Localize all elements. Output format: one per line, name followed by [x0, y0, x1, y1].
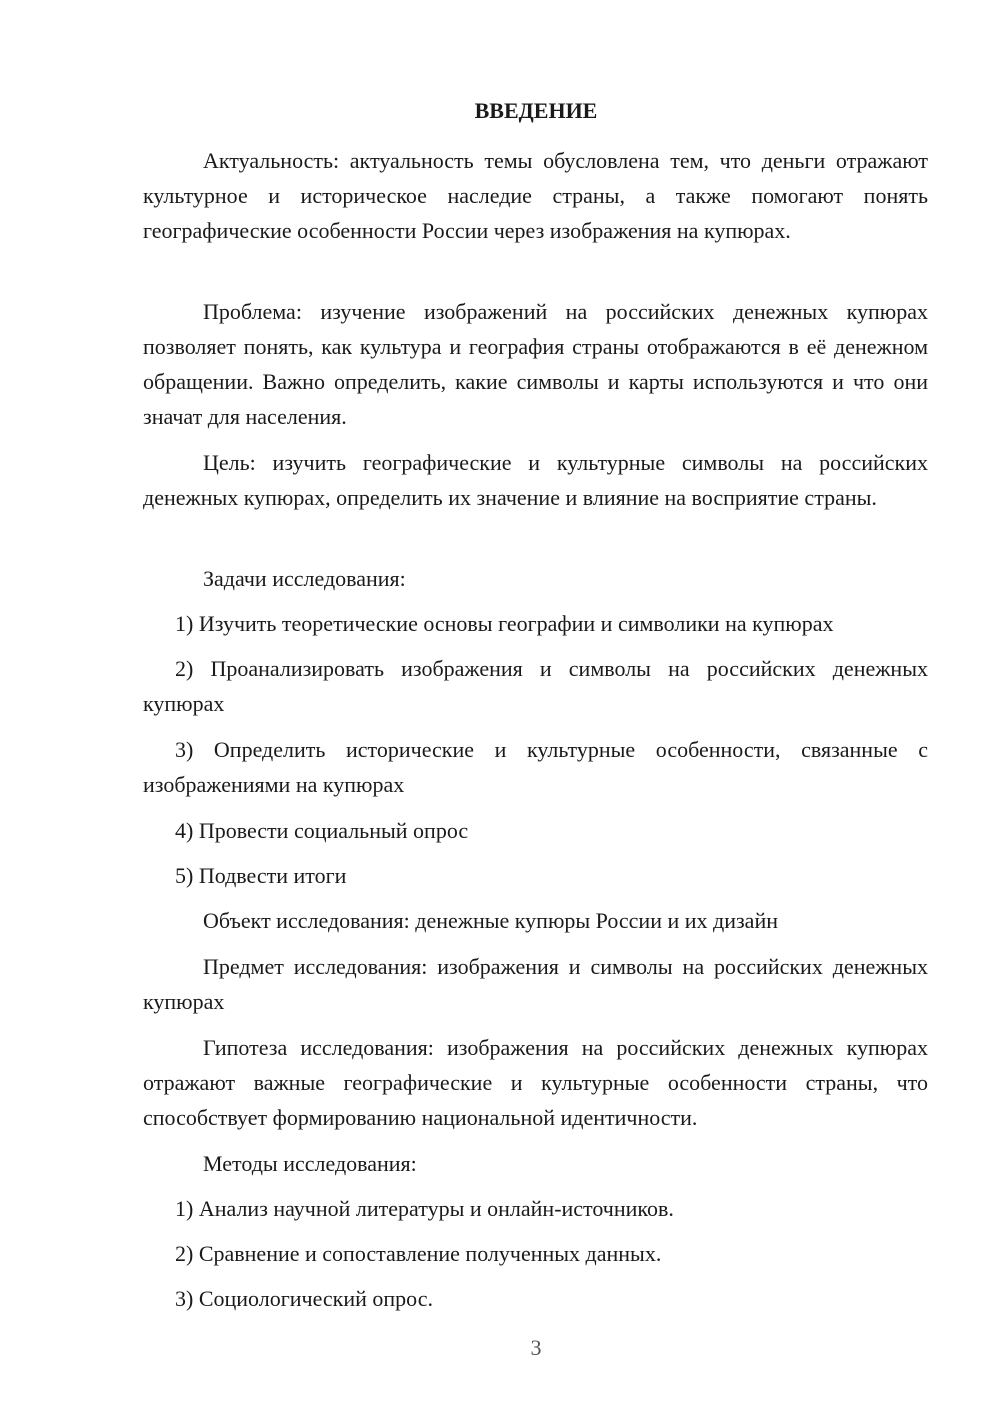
relevance-paragraph: Актуальность: актуальность темы обусловлена тем, что деньги отражают культурное и историческое наследие страны, а также помогают понять географические особенности России через изображения на купюрах.	[143, 148, 928, 243]
task-item: 1) Изучить теоретические основы географии и символики на купюрах	[175, 611, 834, 636]
task-item: 2) Проанализировать изображения и символы на российских денежных купюрах	[143, 656, 928, 716]
task-item: 3) Определить исторические и культурные особенности, связанные с изображениями на купюрах	[143, 737, 928, 797]
section-title: ВВЕДЕНИЕ	[474, 98, 598, 123]
page-number: 3	[530, 1335, 542, 1360]
task-item: 4) Провести социальный опрос	[175, 818, 469, 843]
tasks-heading: Задачи исследования:	[203, 566, 406, 591]
subject-paragraph: Предмет исследования: изображения и символы на российских денежных купюрах	[143, 954, 928, 1014]
hypothesis-paragraph: Гипотеза исследования: изображения на российских денежных купюрах отражают важные географические и культурные особенности страны, что способствует формированию национальной идентичности.	[143, 1035, 928, 1130]
task-item: 5) Подвести итоги	[175, 863, 347, 888]
method-item: 1) Анализ научной литературы и онлайн-источников.	[175, 1196, 674, 1221]
object-paragraph: Объект исследования: денежные купюры России и их дизайн	[203, 908, 778, 933]
goal-paragraph: Цель: изучить географические и культурные символы на российских денежных купюрах, определить их значение и влияние на восприятие страны.	[143, 450, 928, 510]
methods-heading: Методы исследования:	[203, 1151, 417, 1176]
method-item: 3) Социологический опрос.	[175, 1286, 433, 1311]
problem-paragraph: Проблема: изучение изображений на российских денежных купюрах позволяет понять, как культура и география страны отображаются в её денежном обращении. Важно определить, какие символы и карты используются и что они значат для населения.	[143, 299, 928, 429]
method-item: 2) Сравнение и сопоставление полученных данных.	[175, 1241, 662, 1266]
